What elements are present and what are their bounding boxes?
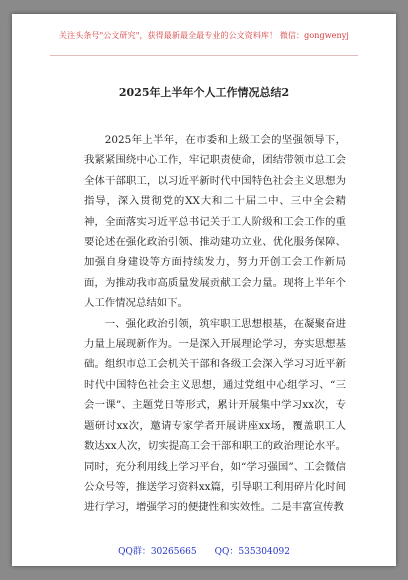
header-divider xyxy=(50,55,358,56)
qq-contact-label: QQ：535304092 xyxy=(214,547,290,557)
qq-group-label: QQ群：30265665 xyxy=(118,547,197,557)
document-body xyxy=(84,130,346,518)
contact-footer xyxy=(12,544,396,557)
document-page xyxy=(12,14,396,566)
section-one-paragraph: 一、强化政治引领，筑牢职工思想根基，在凝聚奋进力量上展现新作为。一是深入开展理论学习，夯实思想基础。组织市总工会机关干部和各级工会深入学习习近平新时代中国特色社会主义思想，通过党组中心组学习、“三会一课”、主题党日等形式，累计开展集中学习xx次，专题研讨xx次，邀请专家学者开展讲座xx场，覆盖职工人数达xx人次，切实提高工会干部和职工的政治理论水平。同时，充分利用线上学习平台，如“学习强国”、工会微信公众号等，推送学习资料xx篇，引导职工利用碎片化时间进行学习，增强学习的便捷性和实效性。二是丰富宣传教 xyxy=(84,317,346,514)
document-title: 2025年上半年个人工作情况总结2 xyxy=(118,86,290,99)
promo-notice: 关注头条号"公文研究"，获得最新最全最专业的公文资料库！ 微信：gongwenyj xyxy=(59,31,349,40)
intro-paragraph: 2025年上半年，在市委和上级工会的坚强领导下，我紧紧围绕中心工作，牢记职责使命，团结带领市总工会全体干部职工，以习近平新时代中国特色社会主义思想为指导，深入贯彻党的XX大和二十届二中、三中全会精神，全面落实习近平总书记关于工人阶级和工会工作的重要论述在强化政治引领、推动建功立业、优化服务保障、加强自身建设等方面持续发力，努力开创工会工作新局面，为推动我市高质量发展贡献工会力量。现将上半年个人工作情况总结如下。 xyxy=(84,134,346,310)
